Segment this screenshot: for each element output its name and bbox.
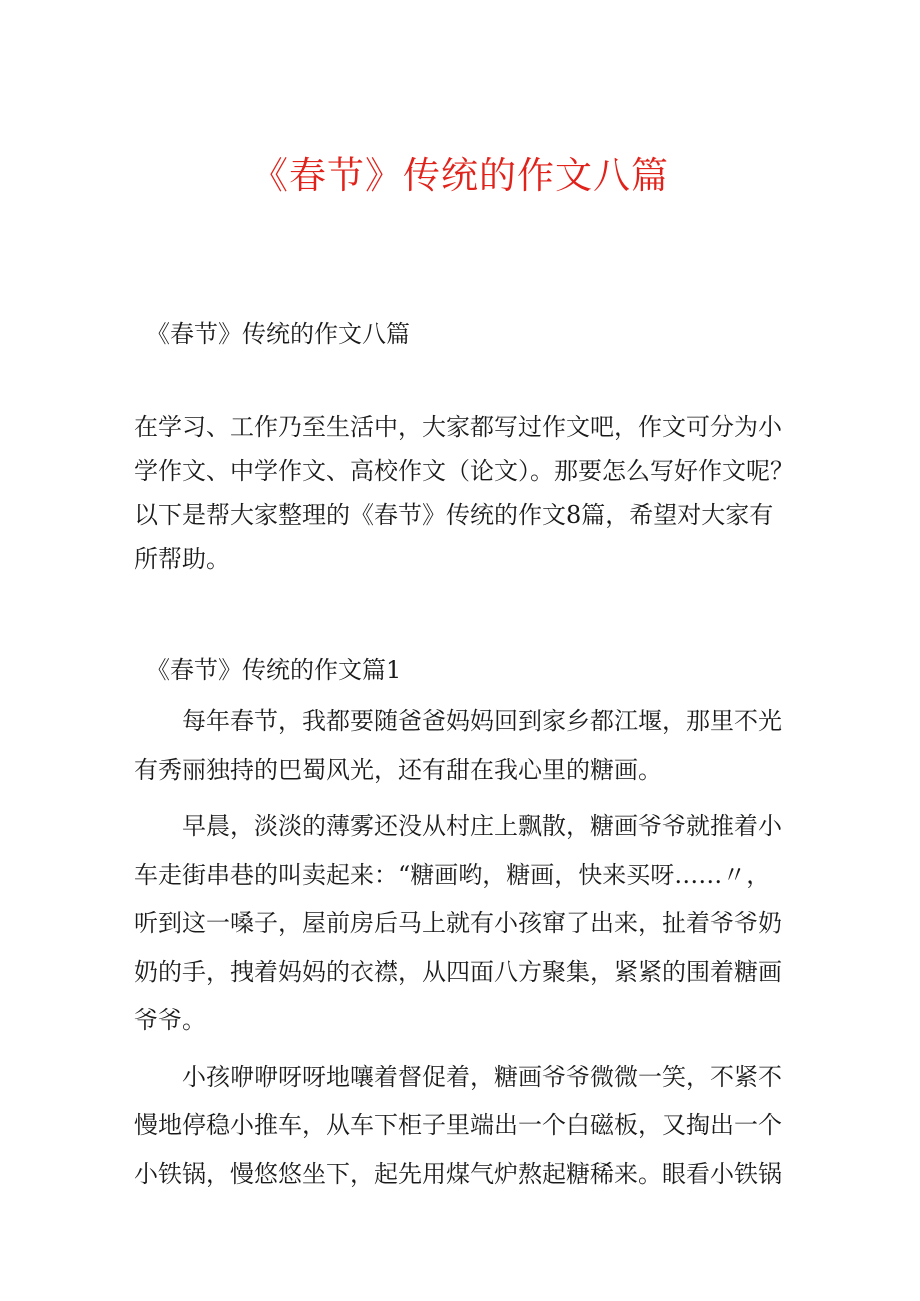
document-title: 《春节》传统的作文八篇 (251, 154, 669, 197)
intro-paragraph (134, 405, 794, 581)
essay-body (134, 697, 794, 1198)
section-title: 《春节》传统的作文篇1 (146, 656, 402, 684)
document-subtitle: 《春节》传统的作文八篇 (146, 320, 410, 348)
essay-paragraph: 早晨，淡淡的薄雾还没从村庄上飘散，糖画爷爷就推着小车走街串巷的叫卖起来：“糖画哟，糖画，快来买呀……〃，听到这一嗓子，屋前房后马上就有小孩窜了出来，扯着爷爷奶奶的手，拽着妈妈的衣襟，从四面八方聚集，紧紧的围着糖画爷爷。 (134, 812, 782, 1034)
intro-text: 在学习、工作乃至生活中，大家都写过作文吧，作文可分为小学作文、中学作文、高校作文（论文）。那要怎么写好作文呢？以下是帮大家整理的《春节》传统的作文8篇，希望对大家有所帮助。 (134, 413, 794, 573)
essay-paragraph: 小孩咿咿呀呀地嚷着督促着，糖画爷爷微微一笑，不紧不慢地停稳小推车，从车下柜子里端出一个白磁板，又掏出一个小铁锅，慢悠悠坐下，起先用煤气炉熬起糖稀来。眼看小铁锅 (134, 1062, 782, 1188)
essay-paragraph: 每年春节，我都要随爸爸妈妈回到家乡都江堰，那里不光有秀丽独持的巴蜀风光，还有甜在我心里的糖画。 (134, 707, 782, 784)
